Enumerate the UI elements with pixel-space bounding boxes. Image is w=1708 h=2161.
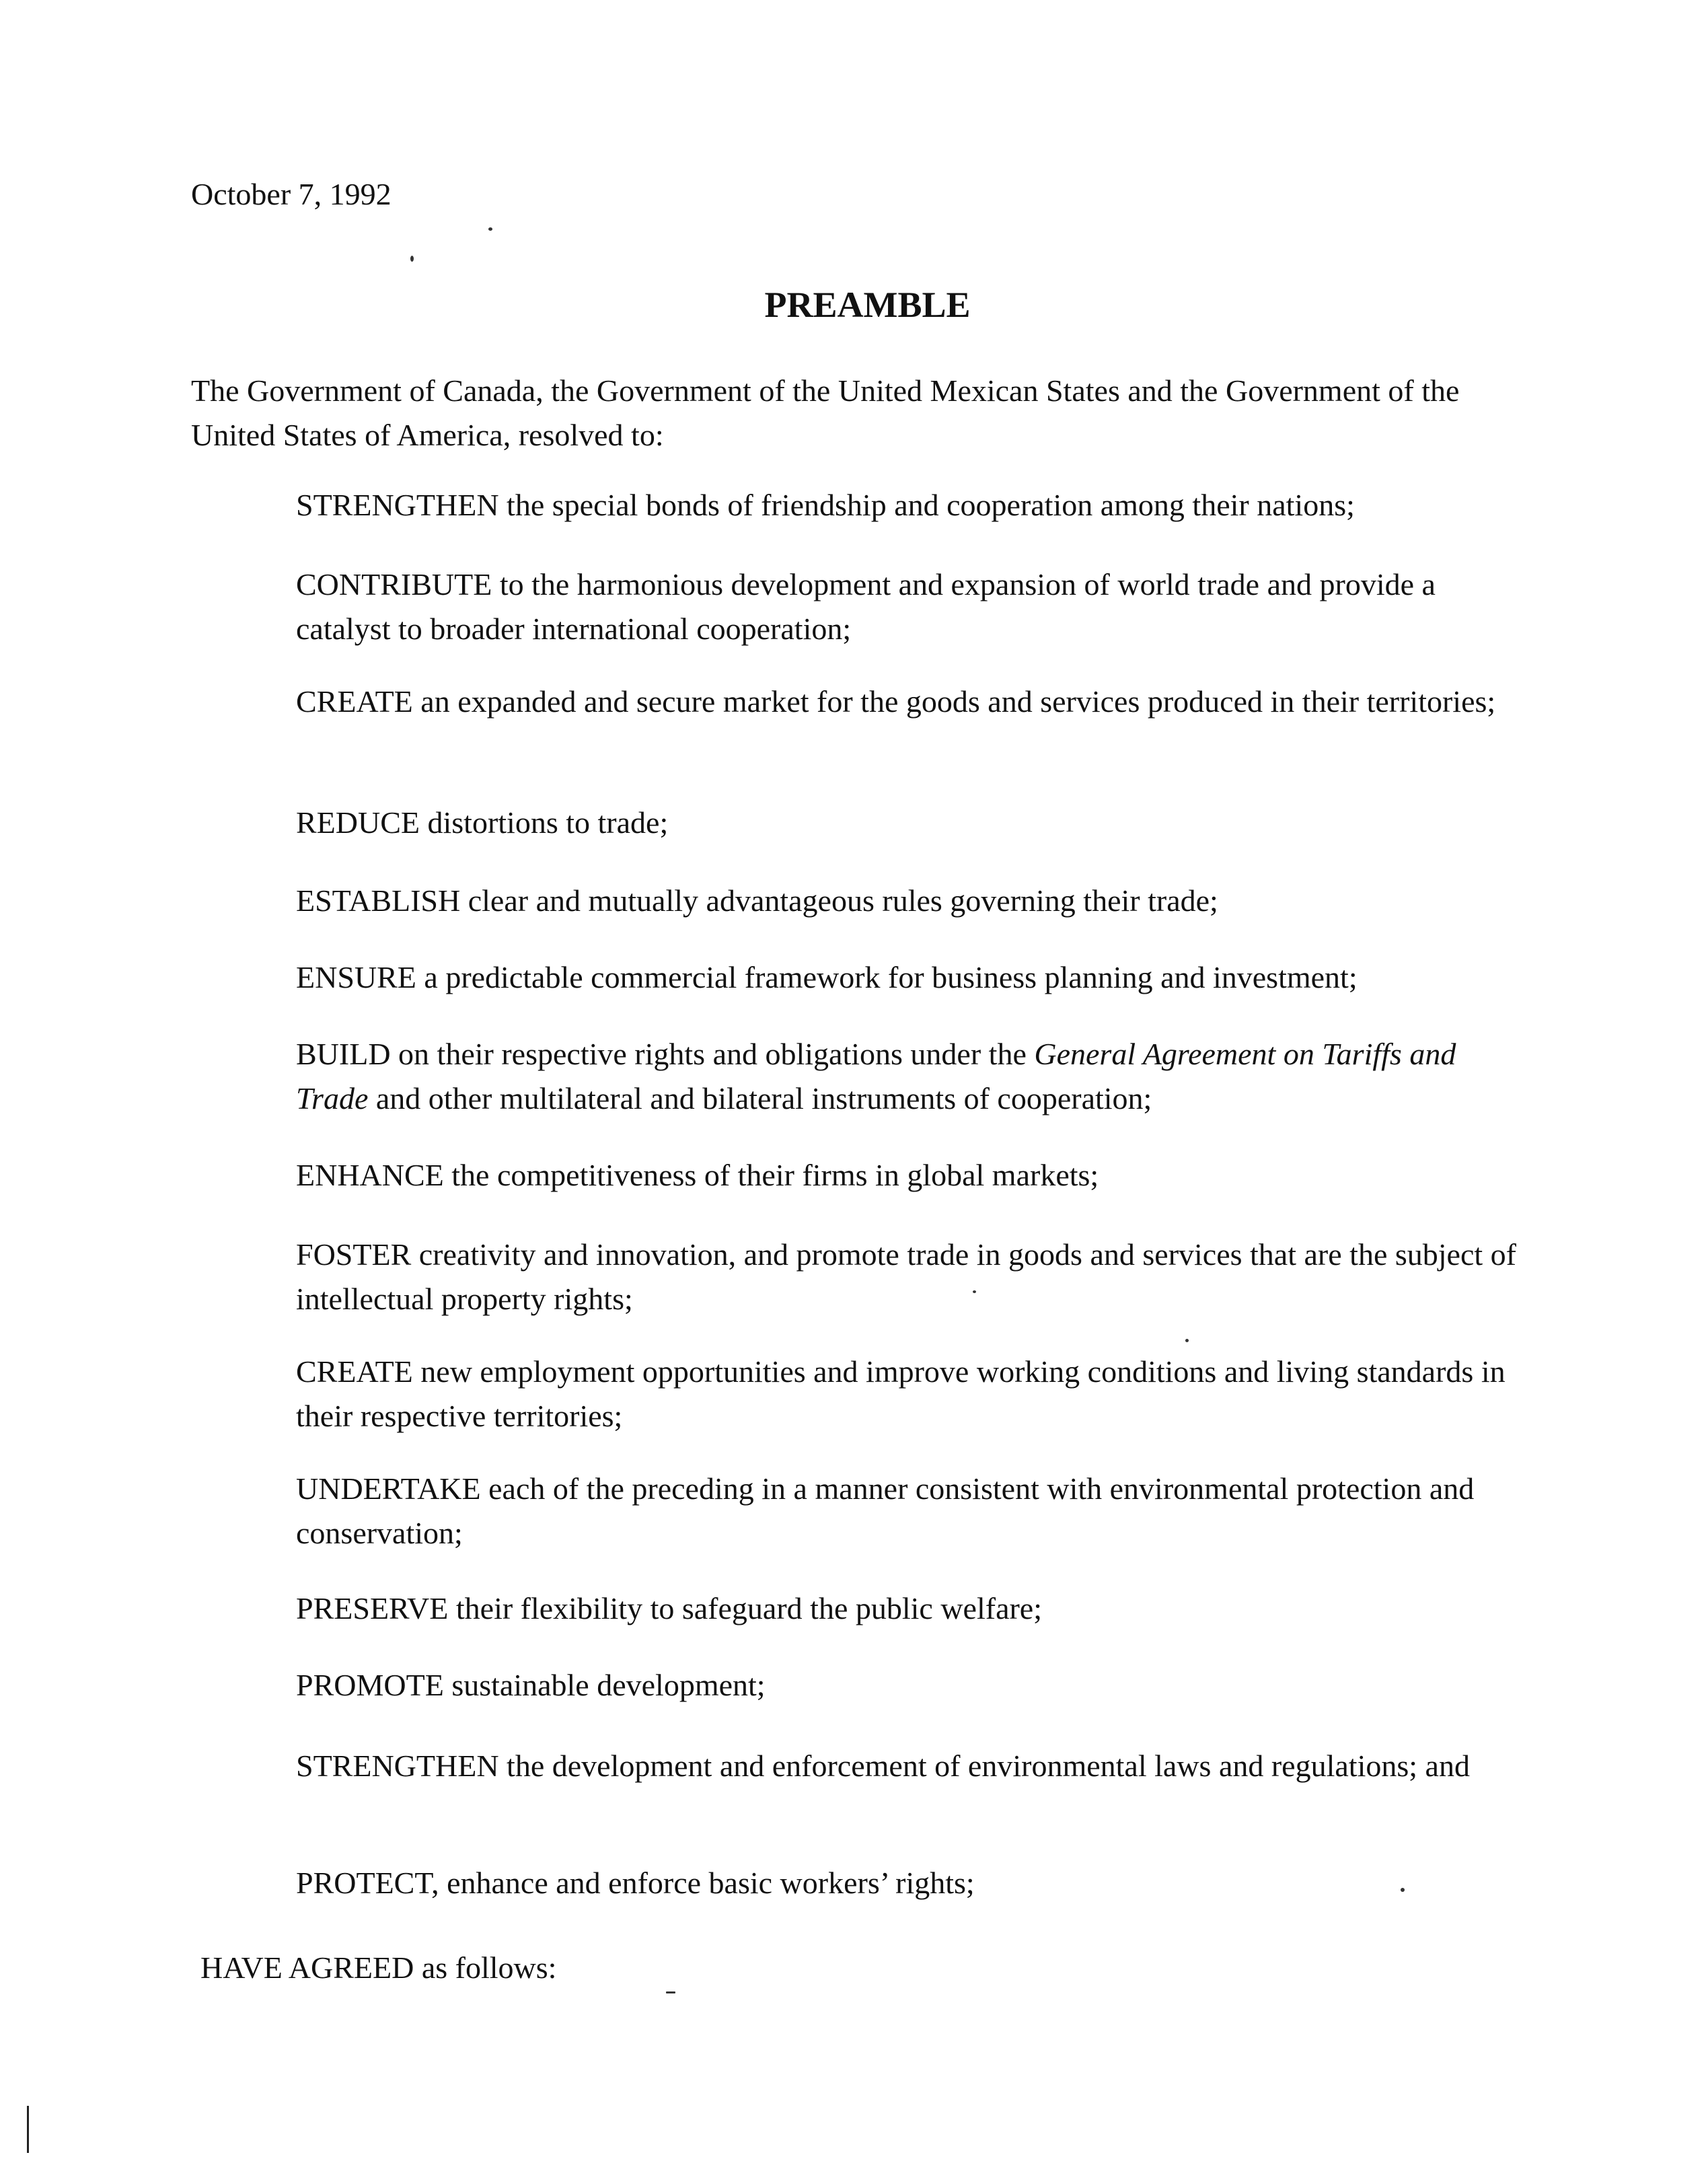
scan-speck <box>973 1290 976 1293</box>
clause-verb: ESTABLISH <box>296 883 461 918</box>
clause-text: their flexibility to safeguard the public welfare; <box>448 1591 1042 1625</box>
clause-verb: REDUCE <box>296 805 420 840</box>
clause-text: sustainable development; <box>443 1668 766 1702</box>
clause-text: to the harmonious development and expansion of world trade and provide a catalyst to broader international cooperation; <box>296 567 1436 646</box>
clause-text: each of the preceding in a manner consistent with environmental protection and conservation; <box>296 1471 1475 1550</box>
scan-speck <box>1185 1339 1189 1342</box>
closing-line: HAVE AGREED as follows: <box>200 1950 557 1985</box>
clause-text: creativity and innovation, and promote trade in goods and services that are the subject of intellectual property rights; <box>296 1237 1516 1316</box>
clause <box>296 562 1534 651</box>
clause <box>296 1861 1534 1905</box>
document-date: October 7, 1992 <box>191 177 392 211</box>
clause-text: a predictable commercial framework for business planning and investment; <box>416 960 1358 994</box>
clause-text: an expanded and secure market for the goods and services produced in their territories; <box>412 684 1496 719</box>
clause <box>296 1350 1534 1438</box>
intro-paragraph: The Government of Canada, the Government of the United Mexican States and the Government of the United States of America, resolved to: <box>191 373 1460 452</box>
clause-verb: FOSTER <box>296 1237 412 1272</box>
clause-verb: PROTECT <box>296 1866 432 1900</box>
clause-verb: CREATE <box>296 684 413 719</box>
clause <box>296 1233 1534 1321</box>
clause-verb: PROMOTE <box>296 1668 444 1702</box>
scan-speck <box>410 256 414 262</box>
clause <box>296 1663 1534 1708</box>
title-text: PREAMBLE <box>764 285 971 325</box>
clause-verb: UNDERTAKE <box>296 1471 481 1506</box>
clause-italic-text: General Agreement on Tariffs and Trade <box>296 1037 1456 1115</box>
clause <box>296 1153 1534 1198</box>
clause <box>296 1467 1534 1555</box>
clause-text: new employment opportunities and improve working conditions and living standards in their respective territories; <box>296 1354 1506 1433</box>
clause-text: , enhance and enforce basic workers’ rights; <box>431 1866 975 1900</box>
clause-verb: ENSURE <box>296 960 416 994</box>
scan-edge-mark <box>27 2106 29 2153</box>
clause-verb: CONTRIBUTE <box>296 567 492 601</box>
clause-list <box>296 483 1534 1905</box>
clause-text: the competitiveness of their firms in global markets; <box>443 1158 1099 1192</box>
clause-verb: CREATE <box>296 1354 413 1389</box>
clause-verb: ENHANCE <box>296 1158 444 1192</box>
clause-text: the development and enforcement of environmental laws and regulations; and <box>498 1749 1470 1783</box>
document-title <box>0 284 1708 326</box>
clause-text-after: and other multilateral and bilateral instruments of cooperation; <box>368 1081 1152 1115</box>
clause <box>296 680 1534 768</box>
scan-speck <box>488 227 492 231</box>
clause-text: clear and mutually advantageous rules governing their trade; <box>460 883 1218 918</box>
clause <box>296 1586 1534 1631</box>
scan-speck <box>666 1991 675 1993</box>
clause-text: the special bonds of friendship and cooperation among their nations; <box>498 488 1355 522</box>
clause-verb: BUILD <box>296 1037 391 1071</box>
clause-verb: PRESERVE <box>296 1591 449 1625</box>
scan-speck <box>1401 1888 1405 1892</box>
clause <box>296 801 1534 845</box>
clause <box>296 955 1534 1000</box>
clause-text: on their respective rights and obligations under the <box>390 1037 1035 1071</box>
clause <box>296 1744 1534 1833</box>
clause <box>296 483 1534 527</box>
clause <box>296 879 1534 923</box>
clause-text: distortions to trade; <box>420 805 669 840</box>
clause <box>296 1032 1534 1121</box>
clause-verb: STRENGTHEN <box>296 1749 499 1783</box>
clause-verb: STRENGTHEN <box>296 488 499 522</box>
